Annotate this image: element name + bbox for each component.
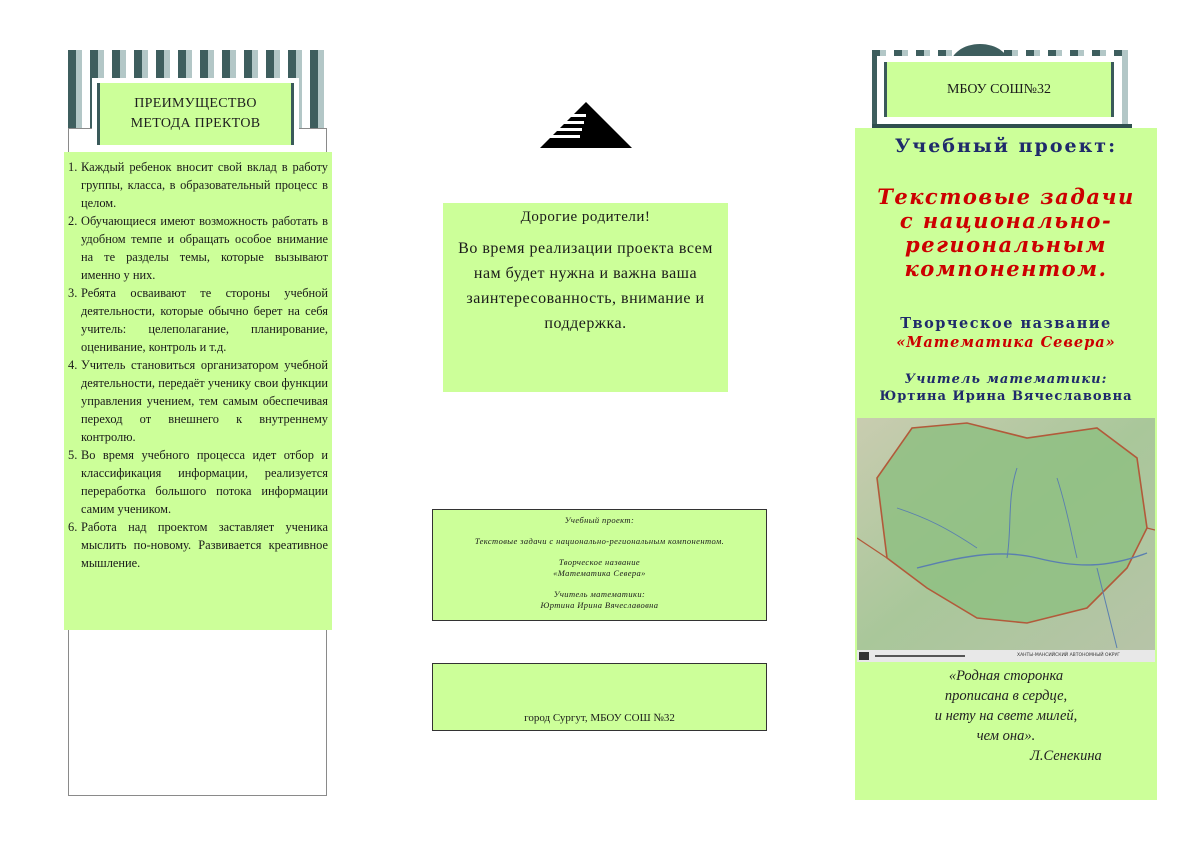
pyramid-logo-icon [538,100,634,150]
creative-name: «Математика Севера» [896,334,1116,351]
creative-label: Творческое название [900,315,1112,332]
parents-text: Во время реализации проекта всем нам будет нужна и важна ваша заинтересованность, внимание и поддержка. [458,240,713,332]
school-name: МБОУ СОШ№32 [884,62,1114,117]
list-item: 3. Ребята осваивают те стороны учебной деятельности, которые обычно берет на себя учитель: целеполагание, планирование, оценивание, контроль и т.д. [68,286,328,354]
parents-message [443,203,728,392]
city-line: город Сургут, МБОУ СОШ №32 [524,712,675,724]
mini-project-title: Текстовые задачи с национально-региональным компонентом. [474,536,725,546]
mini-teacher-label: Учитель математики: [553,589,646,599]
city-box [432,663,767,731]
mini-creative-label: Творческое название [558,557,641,567]
benefits-list [64,152,332,630]
mini-project-label: Учебный проект: [564,515,635,525]
list-item: 6. Работа над проектом заставляет ученика мыслить по-новому. Развивается креативное мышление. [68,520,328,570]
project-label: Учебный проект: [894,135,1118,157]
teacher-label: Учитель математики: [904,372,1108,387]
project-summary-box [432,509,767,621]
region-map [857,418,1155,662]
left-title-line1: ПРЕИМУЩЕСТВО [134,96,257,111]
list-item: 1. Каждый ребенок вносит свой вклад в работу группы, класса, в образовательный процесс в целом. [68,160,328,210]
left-title-line2: МЕТОДА ПРЕКТОВ [130,116,261,131]
mini-creative-name: «Математика Севера» [553,568,646,578]
poem: «Родная сторонка прописана в сердце, и нету на свете милей, чем она». [934,668,1078,744]
map-caption: ХАНТЫ-МАНСИЙСКИЙ АВТОНОМНЫЙ ОКРУГ [1017,653,1120,658]
parents-heading: Дорогие родители! [520,209,651,225]
list-item: 2. Обучающиеся имеют возможность работать в удобном темпе и обращать особое внимание на те разделы темы, которые вызывают именно у них. [68,214,328,282]
mini-teacher-name: Юртина Ирина Вячеславовна [540,600,659,610]
left-title [97,83,294,145]
list-item: 4. Учитель становиться организатором учебной деятельности, передаёт ученику свои функции управления учением, тем самым обеспечивая переход от внешнего к внутреннему контролю. [68,358,328,444]
teacher-name: Юртина Ирина Вячеславовна [879,389,1133,404]
poem-author: Л.Сенекина [1030,748,1102,764]
project-title: Текстовые задачи с национально- региональным компонентом. [877,184,1135,281]
list-item: 5. Во время учебного процесса идет отбор и классификация информации, реализуется переработка большого потока информации самим учеником. [68,448,328,516]
